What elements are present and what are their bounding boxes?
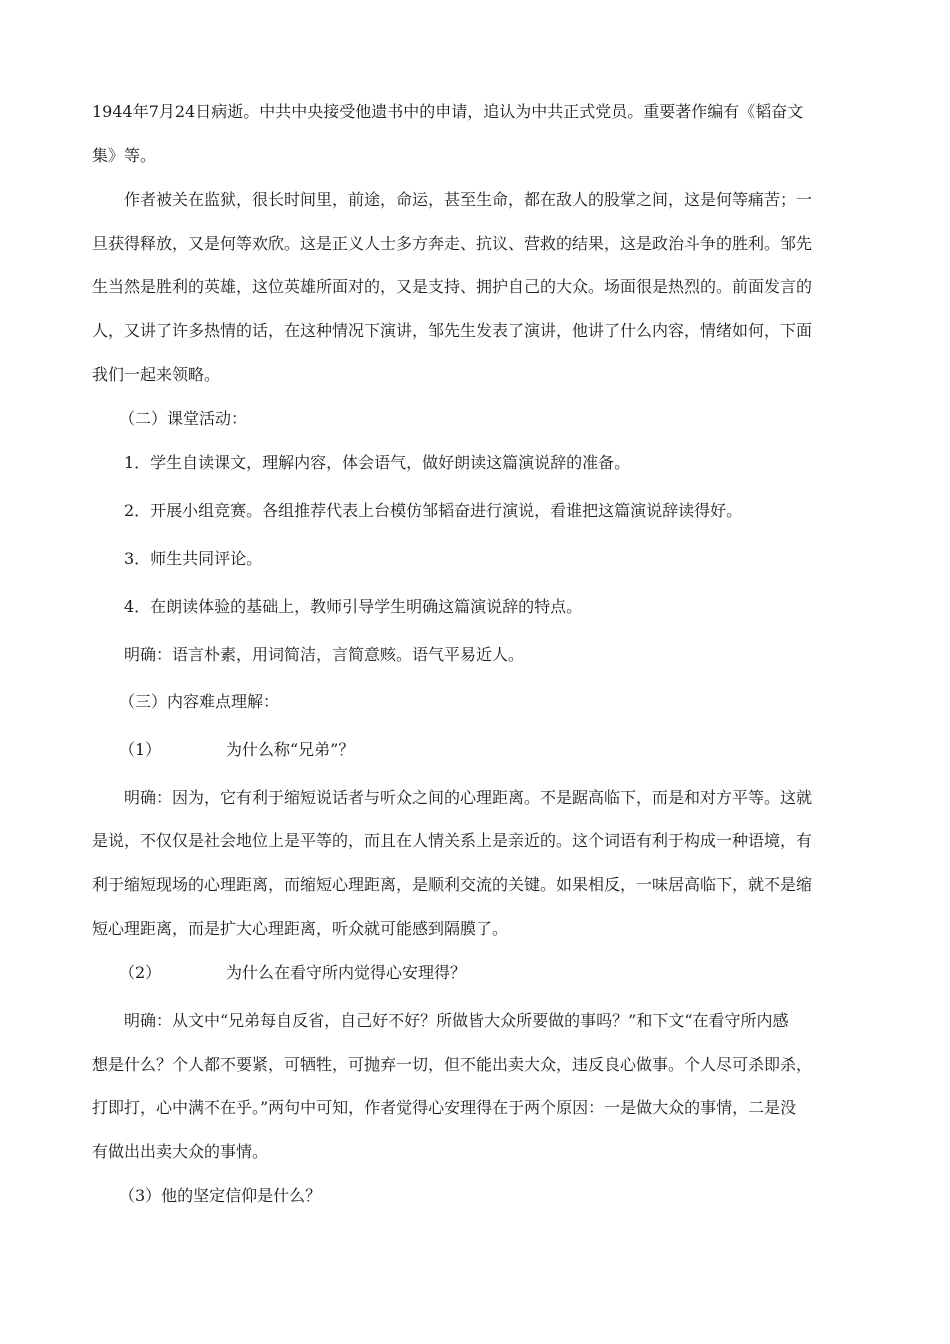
answer-text: 明确：语言朴素，用词简洁，言简意赅。语气平易近人。	[124, 645, 525, 664]
paragraph-line: 集》等。	[92, 146, 157, 165]
question-text: （3）他的坚定信仰是什么？	[119, 1186, 322, 1205]
section-heading: （二）课堂活动：	[119, 409, 248, 428]
paragraph-line: 生当然是胜利的英雄，这位英雄所面对的，又是支持、拥护自己的大众。场面很是热烈的。前面发言的	[92, 277, 813, 296]
list-item: 2．开展小组竞赛。各组推荐代表上台模仿邹韬奋进行演说，看谁把这篇演说辞读得好。	[124, 501, 743, 520]
question-number: （2）	[119, 963, 162, 982]
answer-line: 有做出出卖大众的事情。	[92, 1142, 269, 1161]
list-item: 4．在朗读体验的基础上，教师引导学生明确这篇演说辞的特点。	[124, 597, 583, 616]
paragraph-line: 我们一起来领略。	[92, 365, 221, 384]
answer-line: 短心理距离，而是扩大心理距离，听众就可能感到隔膜了。	[92, 919, 509, 938]
list-item: 1．学生自读课文，理解内容，体会语气，做好朗读这篇演说辞的准备。	[124, 453, 631, 472]
question-number: （1）	[119, 740, 162, 759]
answer-line: 明确：因为，它有利于缩短说话者与听众之间的心理距离。不是踞高临下，而是和对方平等。这就	[124, 788, 813, 807]
list-item: 3．师生共同评论。	[124, 549, 263, 568]
answer-line: 打即打，心中满不在乎。”两句中可知，作者觉得心安理得在于两个原因：一是做大众的事情，二是没	[92, 1098, 797, 1117]
question-text: 为什么在看守所内觉得心安理得？	[226, 963, 467, 982]
answer-line: 利于缩短现场的心理距离，而缩短心理距离，是顺利交流的关键。如果相反，一味居高临下，就不是缩	[92, 875, 813, 894]
answer-line: 是说，不仅仅是社会地位上是平等的，而且在人情关系上是亲近的。这个词语有利于构成一种语境，有	[92, 831, 813, 850]
answer-line: 明确：从文中“兄弟每自反省，自己好不好？所做皆大众所要做的事吗？”和下文“在看守所内感	[124, 1011, 789, 1030]
paragraph-line: 人，又讲了许多热情的话，在这种情况下演讲，邹先生发表了演讲，他讲了什么内容，情绪如何，下面	[92, 321, 813, 340]
question-text: 为什么称“兄弟”？	[226, 740, 355, 759]
answer-line: 想是什么？个人都不要紧，可牺牲，可抛弃一切，但不能出卖大众，违反良心做事。个人尽可杀即杀，	[92, 1055, 813, 1074]
paragraph-line: 1944年7月24日病逝。中共中央接受他遗书中的申请，追认为中共正式党员。重要著作编有《韬奋文	[92, 102, 804, 121]
paragraph-line: 旦获得释放，又是何等欢欣。这是正义人士多方奔走、抗议、营救的结果，这是政治斗争的胜利。邹先	[92, 234, 813, 253]
paragraph-line: 作者被关在监狱，很长时间里，前途，命运，甚至生命，都在敌人的股掌之间，这是何等痛苦；一	[124, 190, 813, 209]
section-heading: （三）内容难点理解：	[119, 692, 280, 711]
